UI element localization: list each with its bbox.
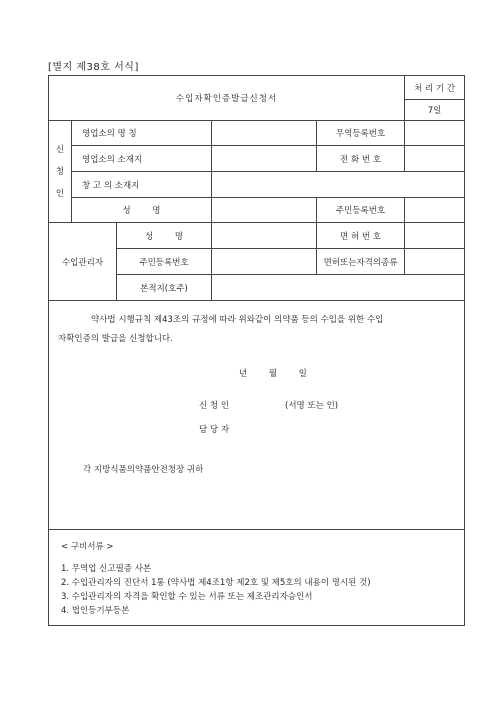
applicant-resident-no-field[interactable] xyxy=(405,198,465,223)
processing-period-label: 처 리 기 간 xyxy=(405,76,465,100)
statement-line-1: 약사법 시행규칙 제43조의 규정에 따라 위와같이 의약품 등의 수입을 위한 수입 xyxy=(91,315,384,325)
manager-license-type-label: 면허또는자격의종류 xyxy=(317,249,405,275)
applicant-name-field[interactable] xyxy=(212,198,317,223)
warehouse-address-label: 창 고 의 소재지 xyxy=(72,172,212,198)
manager-resident-no-label: 주민등록번호 xyxy=(117,249,212,275)
applicant-name-label: 성 명 xyxy=(72,198,212,223)
manager-resident-no-field[interactable] xyxy=(212,249,317,275)
addressee: 각 지방식품의약품안전청장 귀하 xyxy=(83,465,204,475)
phone-label: 전 화 번 호 xyxy=(317,146,405,172)
trade-reg-no-field[interactable] xyxy=(405,121,465,146)
required-documents-section xyxy=(49,530,465,626)
manager-domicile-field[interactable] xyxy=(212,275,465,301)
required-documents-heading: < 구비서류 > xyxy=(61,542,114,552)
applicant-section-label: 신 청 인 xyxy=(49,121,72,223)
application-date: 년 월 일 xyxy=(239,369,307,379)
manager-name-field[interactable] xyxy=(212,223,317,249)
manager-license-no-field[interactable] xyxy=(405,223,465,249)
signature-note: (서명 또는 인) xyxy=(285,401,339,411)
document-item: 4. 법인등기부등본 xyxy=(61,606,130,616)
applicant-signature-label: 신 청 인 xyxy=(199,401,230,411)
form-title: 수입자확인증발급신청서 xyxy=(49,76,405,121)
form-number-label: [별지 제38호 서식] xyxy=(48,62,139,73)
applicant-resident-no-label: 주민등록번호 xyxy=(317,198,405,223)
business-name-field[interactable] xyxy=(212,121,317,146)
processing-period-value: 7일 xyxy=(405,100,465,121)
warehouse-address-field[interactable] xyxy=(212,172,465,198)
manager-license-type-field[interactable] xyxy=(405,249,465,275)
manager-section-label: 수입관리자 xyxy=(49,223,117,301)
manager-license-no-label: 면 허 번 호 xyxy=(317,223,405,249)
statement-line-2: 자확인증의 발급을 신청합니다. xyxy=(58,334,173,344)
business-address-field[interactable] xyxy=(212,146,317,172)
document-item: 2. 수입관리자의 진단서 1통 (약사법 제4조1항 제2호 및 제5호의 내용이 명시된 것) xyxy=(61,578,371,588)
business-name-label: 영업소의 명 칭 xyxy=(72,121,212,146)
application-form xyxy=(48,75,465,626)
person-in-charge-label: 담 당 자 xyxy=(199,425,230,435)
business-address-label: 영업소의 소재지 xyxy=(72,146,212,172)
phone-field[interactable] xyxy=(405,146,465,172)
manager-name-label: 성 명 xyxy=(117,223,212,249)
document-item: 1. 무역업 신고필증 사본 xyxy=(61,564,152,574)
trade-reg-no-label: 무역등록번호 xyxy=(317,121,405,146)
document-item: 3. 수입관리자의 자격을 확인할 수 있는 서류 또는 제조관리자승인서 xyxy=(61,592,313,602)
manager-domicile-label: 본적지(호주) xyxy=(117,275,212,301)
statement-section xyxy=(49,301,465,530)
